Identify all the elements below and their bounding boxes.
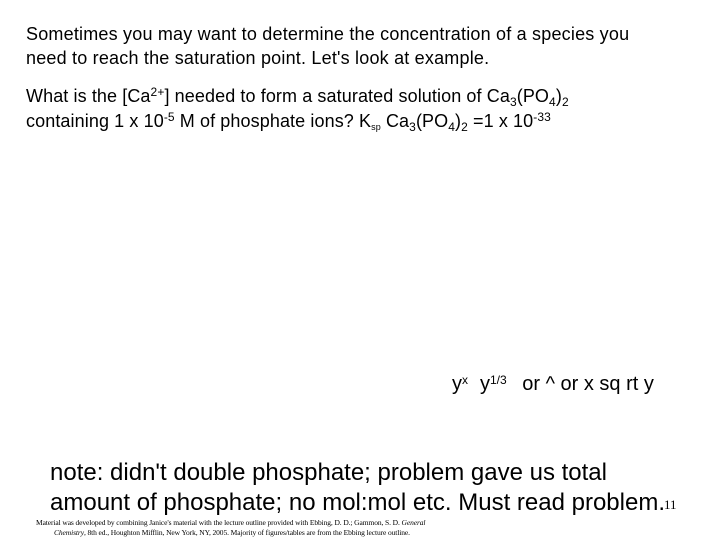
note-line-2: amount of phosphate; no mol:mol etc. Must read problem. [50, 489, 665, 516]
credit-line-2: Chemistry, 8th ed., Houghton Mifflin, New York, NY, 2005. Majority of figures/tables are from the Ebbing lecture outline. [54, 528, 410, 537]
credit-line-1: Material was developed by combining Janice's material with the lecture outline provided with Ebbing, D. D.; Gammon, S. D. General [36, 518, 426, 527]
intro-line-2: need to reach the saturation point. Let's look at example. [26, 48, 490, 68]
question-line-2: containing 1 x $10^{-5}$ M of phosphate ions? $K_{sp}$ $Ca_3(PO_4)_2 =1$ x $10^{-33}$ [26, 110, 551, 134]
intro-line-1: Sometimes you may want to determine the concentration of a species you [26, 24, 630, 44]
question-text [26, 84, 569, 134]
page-number: 11 [664, 497, 677, 512]
question-line-1: What is the $[Ca^{2+}]$ needed to form a saturated solution of $Ca_3(PO_4)_2$ [26, 85, 569, 109]
intro-text [26, 22, 629, 70]
calculator-note: $y^x$ $y^{1/3}$ or ^ or x sq rt y [452, 373, 654, 395]
problem-note [50, 458, 665, 518]
note-line-1: note: didn't double phosphate; problem gave us total [50, 459, 607, 486]
credit-text [36, 518, 425, 538]
